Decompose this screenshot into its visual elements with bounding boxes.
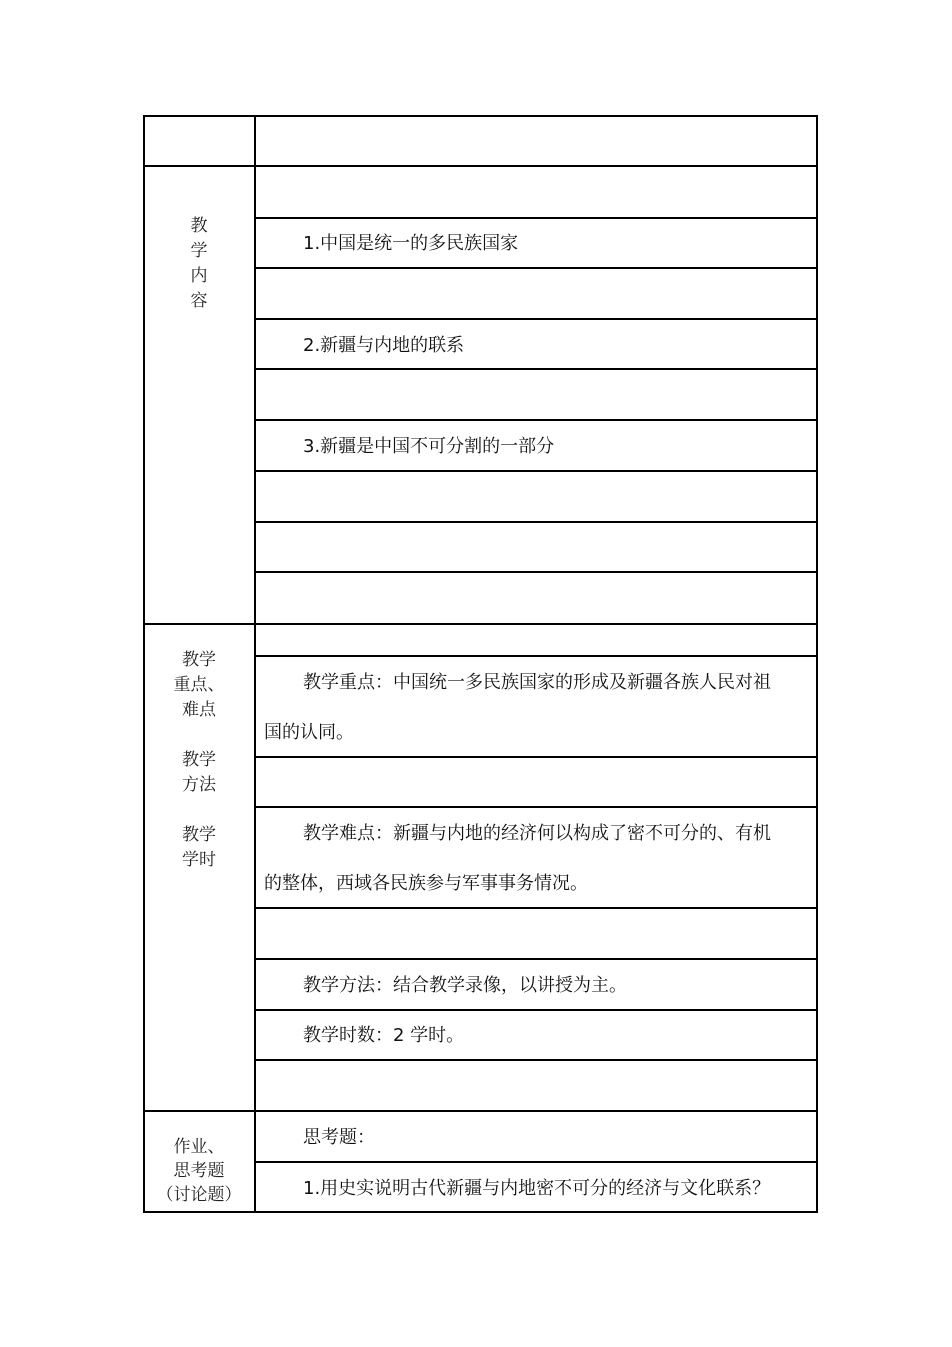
cell-divider: [256, 1161, 818, 1163]
key-point-text: 教学重点：中国统一多民族国家的形成及新疆各族人民对祖: [303, 672, 771, 693]
cell-divider: [256, 419, 818, 421]
row-divider: [143, 1110, 818, 1112]
teaching-method-text: 教学方法：结合教学录像，以讲授为主。: [303, 975, 627, 996]
cell-divider: [256, 958, 818, 960]
difficulty-text-cont: 的整体，西域各民族参与军事事务情况。: [264, 873, 588, 894]
cell-divider: [256, 1009, 818, 1011]
key-point-text-cont: 国的认同。: [264, 722, 354, 743]
keypoints-method-hours-label: 教学 重点、 难点 教学 方法 教学 学时: [173, 650, 225, 870]
teaching-content-label: 教 学 内 容: [190, 216, 208, 311]
question-item: 1.用史实说明古代新疆与内地密不可分的经济与文化联系？: [303, 1178, 771, 1199]
cell-divider: [256, 806, 818, 808]
questions-heading: 思考题：: [303, 1127, 375, 1148]
content-item: 3.新疆是中国不可分割的一部分: [303, 436, 555, 457]
row-divider: [143, 623, 818, 625]
cell-divider: [256, 267, 818, 269]
cell-divider: [256, 470, 818, 472]
difficulty-text: 教学难点：新疆与内地的经济何以构成了密不可分的、有机: [303, 823, 771, 844]
row-divider: [143, 165, 818, 167]
cell-divider: [256, 571, 818, 573]
cell-divider: [256, 756, 818, 758]
homework-label: 作业、 思考题 （讨论题）: [156, 1137, 242, 1205]
cell-divider: [256, 521, 818, 523]
content-item: 1.中国是统一的多民族国家: [303, 233, 519, 254]
cell-divider: [256, 655, 818, 657]
cell-divider: [256, 368, 818, 370]
cell-divider: [256, 907, 818, 909]
teaching-hours-text: 教学时数：2 学时。: [303, 1025, 465, 1046]
content-item: 2.新疆与内地的联系: [303, 335, 465, 356]
cell-divider: [256, 217, 818, 219]
cell-divider: [256, 318, 818, 320]
cell-divider: [256, 1059, 818, 1061]
